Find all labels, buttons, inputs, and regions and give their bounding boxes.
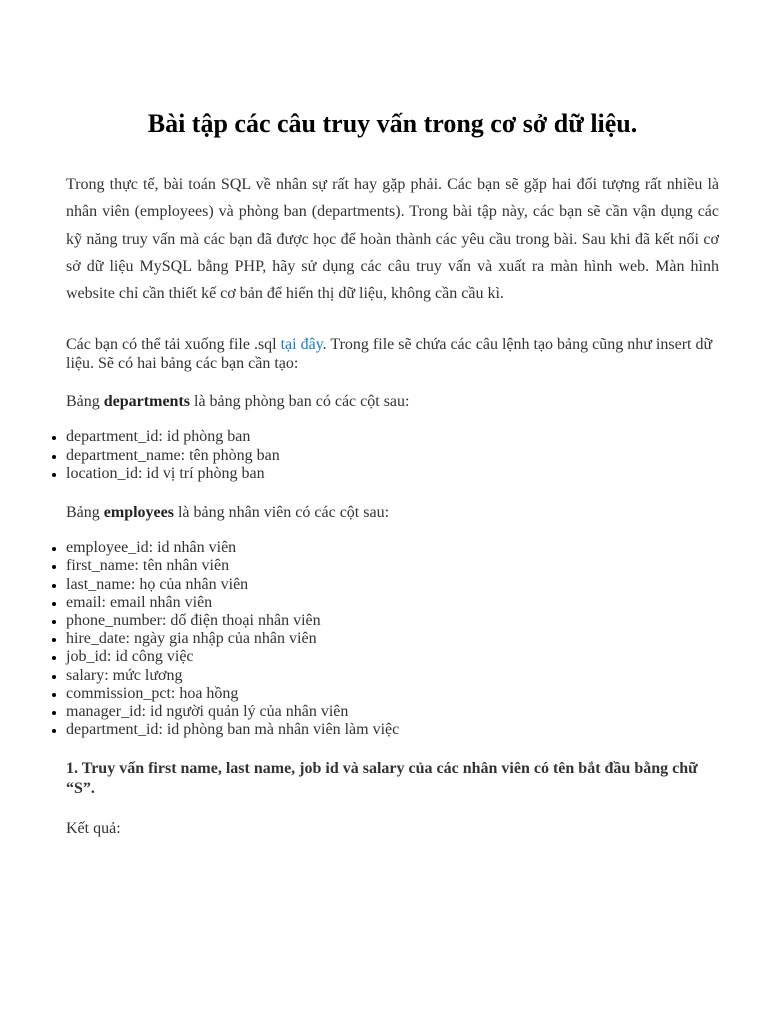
departments-column-list <box>66 428 719 483</box>
download-text-after: . Trong file sẽ chứa các câu lệnh tạo bảng cũng như insert dữ liệu. Sẽ có hai bảng các bạn cần tạo: <box>66 336 713 373</box>
list-item: • phone_number: dố điện thoại nhân viên <box>66 612 719 630</box>
list-item: • department_id: id phòng ban mà nhân viên làm việc <box>66 721 719 739</box>
departments-heading <box>66 392 719 411</box>
list-item: • first_name: tên nhân viên <box>66 557 719 575</box>
document-page <box>66 0 719 838</box>
employees-heading-suffix: là bảng nhân viên có các cột sau: <box>173 504 390 522</box>
list-item: • email: email nhân viên <box>66 594 719 612</box>
download-text-before: Các bạn có thể tải xuống file .sql <box>66 336 281 354</box>
list-item: • location_id: id vị trí phòng ban <box>66 465 719 483</box>
list-item: • employee_id: id nhân viên <box>66 539 719 557</box>
download-paragraph <box>66 335 719 373</box>
departments-heading-suffix: là bảng phòng ban có các cột sau: <box>190 393 410 411</box>
list-item: • salary: mức lương <box>66 667 719 685</box>
list-item: • department_id: id phòng ban <box>66 428 719 446</box>
employees-column-list <box>66 539 719 739</box>
departments-heading-prefix: Bảng <box>66 393 104 411</box>
list-item: • job_id: id công việc <box>66 648 719 666</box>
download-link[interactable]: tại đây <box>280 336 323 354</box>
employees-table-name: employees <box>103 504 174 522</box>
list-item: • commission_pct: hoa hồng <box>66 685 719 703</box>
result-label: Kết quả: <box>66 820 121 838</box>
list-item: • manager_id: id người quản lý của nhân viên <box>66 703 719 721</box>
employees-heading <box>66 503 719 522</box>
list-item: • hire_date: ngày gia nhập của nhân viên <box>66 630 719 648</box>
list-item: • last_name: họ của nhân viên <box>66 576 719 594</box>
page-title: Bài tập các câu truy vấn trong cơ sở dữ liệu. <box>147 109 638 138</box>
question-1: 1. Truy vấn first name, last name, job id và salary của các nhân viên có tên bắt đầu bằng chữ “S”. <box>66 760 698 798</box>
intro-paragraph: Trong thực tế, bài toán SQL về nhân sự rất hay gặp phải. Các bạn sẽ gặp hai đối tượng rất nhiều là nhân viên (employees) và phòng ban (departments). Trong bài tập này, các bạn sẽ cần vận dụng các kỹ năng truy vấn mà các bạn đã được học để hoàn thành các yêu cầu trong bài. Sau khi đã kết nối cơ sở dữ liệu MySQL bằng PHP, hãy sử dụng các câu truy vấn và xuất ra màn hình web. Màn hình website chỉ cần thiết kế cơ bản để hiển thị dữ liệu, không cần cầu kì. <box>66 176 719 303</box>
departments-table-name: departments <box>103 393 190 411</box>
employees-heading-prefix: Bảng <box>66 504 104 522</box>
list-item: • department_name: tên phòng ban <box>66 447 719 465</box>
